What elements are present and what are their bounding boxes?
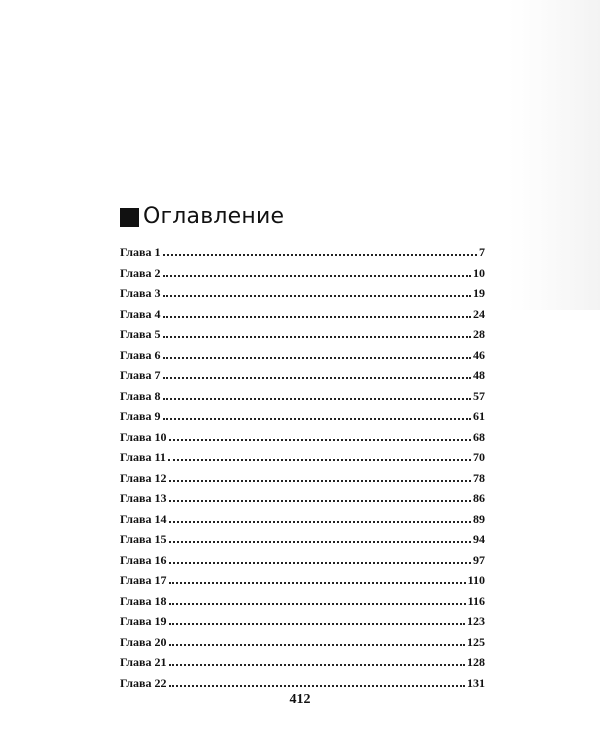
toc-entry-page: 89 bbox=[473, 511, 485, 526]
toc-entry-page: 57 bbox=[473, 388, 485, 403]
toc-entry-label: Глава 20 bbox=[120, 634, 167, 649]
toc-entry[interactable] bbox=[120, 632, 485, 653]
toc-entry-page: 19 bbox=[473, 286, 485, 300]
toc-entry-page: 28 bbox=[473, 327, 485, 341]
toc-entry-label: Глава 15 bbox=[120, 532, 167, 546]
dot-leader bbox=[163, 336, 472, 338]
toc-entry[interactable] bbox=[120, 427, 485, 448]
toc-entry-label: Глава 22 bbox=[120, 675, 167, 690]
toc-entry-page: 131 bbox=[467, 675, 485, 690]
toc-entry[interactable] bbox=[120, 304, 485, 325]
toc-entry[interactable] bbox=[120, 386, 485, 407]
toc-entry[interactable] bbox=[120, 611, 485, 632]
toc-entry[interactable] bbox=[120, 365, 485, 386]
toc-entry-label: Глава 11 bbox=[120, 450, 166, 464]
toc-entry[interactable] bbox=[120, 488, 485, 509]
page-edge-shading bbox=[508, 0, 600, 310]
toc-entry[interactable] bbox=[120, 283, 485, 304]
toc-entry-page: 78 bbox=[473, 470, 485, 485]
toc-entry-page: 97 bbox=[473, 552, 485, 567]
toc-entry-page: 70 bbox=[473, 450, 485, 464]
toc-entry-page: 86 bbox=[473, 491, 485, 505]
toc-entry[interactable] bbox=[120, 406, 485, 427]
dot-leader bbox=[163, 377, 472, 379]
dot-leader bbox=[169, 500, 472, 502]
toc-entry[interactable] bbox=[120, 345, 485, 366]
toc-entry[interactable] bbox=[120, 324, 485, 345]
dot-leader bbox=[163, 295, 472, 297]
toc-entry-page: 24 bbox=[473, 306, 485, 321]
toc-entry-page: 110 bbox=[467, 573, 485, 587]
toc-entry-label: Глава 10 bbox=[120, 429, 167, 444]
dot-leader bbox=[169, 664, 466, 666]
dot-leader bbox=[163, 398, 472, 400]
dot-leader bbox=[163, 357, 472, 359]
toc-entry-label: Глава 2 bbox=[120, 265, 161, 280]
toc-entry-page: 48 bbox=[473, 368, 485, 382]
dot-leader bbox=[163, 254, 478, 256]
dot-leader bbox=[169, 582, 466, 584]
toc-entry[interactable] bbox=[120, 652, 485, 673]
toc-entry-label: Глава 17 bbox=[120, 573, 167, 587]
toc-entry-page: 61 bbox=[473, 409, 485, 423]
toc-entry[interactable] bbox=[120, 529, 485, 550]
toc-entry-page: 94 bbox=[473, 532, 485, 546]
dot-leader bbox=[169, 562, 472, 564]
toc-entry[interactable] bbox=[120, 447, 485, 468]
toc-entry[interactable] bbox=[120, 591, 485, 612]
dot-leader bbox=[169, 521, 472, 523]
toc-entry-page: 123 bbox=[467, 614, 485, 628]
toc-entry-label: Глава 21 bbox=[120, 655, 167, 669]
toc-entry-label: Глава 16 bbox=[120, 552, 167, 567]
page-number: 412 bbox=[289, 692, 311, 707]
dot-leader bbox=[169, 439, 472, 441]
toc-entry-label: Глава 6 bbox=[120, 347, 161, 362]
toc-entry[interactable] bbox=[120, 550, 485, 571]
toc-entry[interactable] bbox=[120, 263, 485, 284]
dot-leader bbox=[163, 316, 472, 318]
toc-entry-label: Глава 9 bbox=[120, 409, 161, 423]
toc-entry-label: Глава 12 bbox=[120, 470, 167, 485]
toc-entry-page: 116 bbox=[467, 593, 485, 608]
toc-entry-label: Глава 5 bbox=[120, 327, 161, 341]
dot-leader bbox=[169, 644, 466, 646]
dot-leader bbox=[168, 459, 471, 461]
dot-leader bbox=[163, 275, 472, 277]
toc-entry-page: 7 bbox=[479, 245, 485, 259]
toc-entry-label: Глава 14 bbox=[120, 511, 167, 526]
toc-entry-label: Глава 7 bbox=[120, 368, 161, 382]
toc-entry-page: 10 bbox=[473, 265, 485, 280]
dot-leader bbox=[163, 418, 472, 420]
toc-entry-label: Глава 1 bbox=[120, 245, 161, 259]
dot-leader bbox=[169, 541, 472, 543]
toc-entry-label: Глава 3 bbox=[120, 286, 161, 300]
toc-list bbox=[120, 242, 485, 693]
toc-entry-page: 125 bbox=[467, 634, 485, 649]
toc-entry[interactable] bbox=[120, 468, 485, 489]
toc-title: Оглавление bbox=[143, 204, 285, 229]
black-square-icon bbox=[120, 208, 139, 227]
dot-leader bbox=[169, 685, 466, 687]
dot-leader bbox=[169, 623, 466, 625]
toc-entry-page: 46 bbox=[473, 347, 485, 362]
toc-entry[interactable] bbox=[120, 242, 485, 263]
toc-entry-label: Глава 19 bbox=[120, 614, 167, 628]
dot-leader bbox=[169, 603, 466, 605]
toc-entry-page: 68 bbox=[473, 429, 485, 444]
toc-entry-label: Глава 13 bbox=[120, 491, 167, 505]
dot-leader bbox=[169, 480, 472, 482]
toc-entry-label: Глава 8 bbox=[120, 388, 161, 403]
toc-entry[interactable] bbox=[120, 570, 485, 591]
toc-heading bbox=[120, 200, 485, 234]
toc-entry-label: Глава 18 bbox=[120, 593, 167, 608]
toc-entry[interactable] bbox=[120, 673, 485, 694]
toc-entry-page: 128 bbox=[467, 655, 485, 669]
toc-entry[interactable] bbox=[120, 509, 485, 530]
toc-entry-label: Глава 4 bbox=[120, 306, 161, 321]
table-of-contents bbox=[120, 200, 485, 693]
